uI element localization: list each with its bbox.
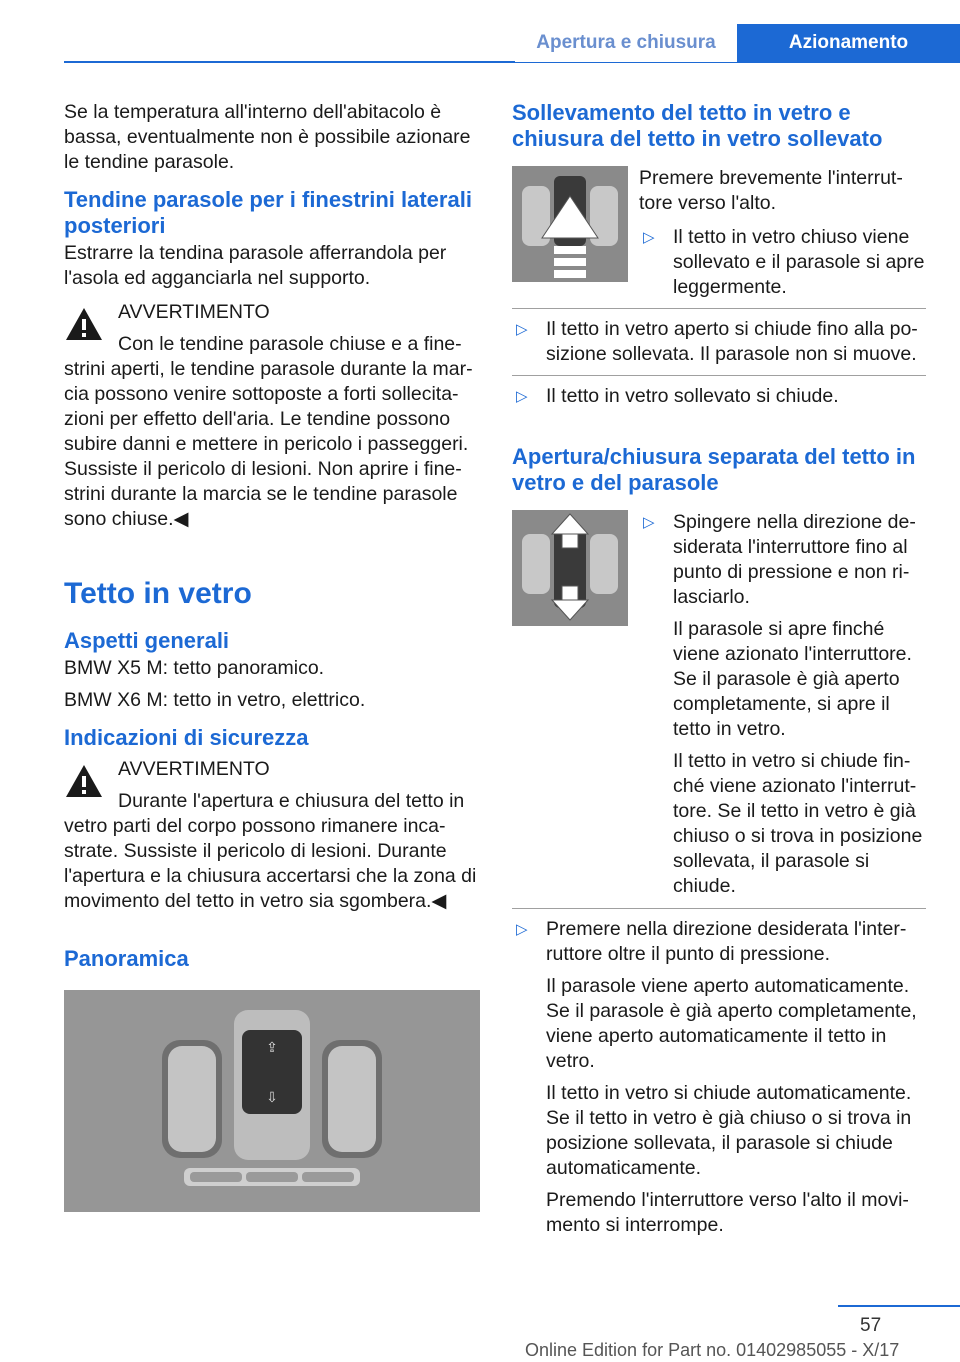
heading-sollevamento: Sollevamento del tetto in vetro e chiusura del tetto in vetro sollevato	[512, 100, 883, 151]
bullet-item	[512, 384, 926, 409]
bullet-item	[639, 510, 926, 610]
bullet-marker: ▷	[516, 321, 528, 338]
bullet-item	[639, 225, 926, 300]
text-premere: Premere brevemente l'interrut- tore verso l'alto.	[639, 167, 903, 214]
fig-body	[639, 166, 926, 300]
intro-text: Se la temperatura all'interno dell'abitacolo è bassa, eventualmente non è possibile azionare le tendine parasole.	[64, 101, 471, 173]
panoramica-image	[64, 990, 480, 1212]
fig-row-sollevamento	[512, 166, 926, 300]
right-column	[512, 100, 926, 1245]
text-x5: BMW X5 M: tetto panoramico.	[64, 657, 325, 679]
bullet-subtext: Il parasole viene aperto automaticamente. Se il parasole è già aperto completamente, viene aperto automaticamente il tetto in vetro.	[546, 975, 917, 1072]
header-section[interactable]: Apertura e chiusura	[515, 24, 737, 62]
footer-rule	[838, 1305, 960, 1307]
heading-panoramica: Panoramica	[64, 946, 189, 971]
svg-text:⇩: ⇩	[266, 1089, 278, 1105]
warning-triangle-icon	[64, 763, 104, 799]
heading-aspetti-generali: Aspetti generali	[64, 628, 230, 653]
switch-updown-image	[512, 510, 628, 626]
fig-row-separata	[512, 510, 926, 906]
bullet-subtext: Il tetto in vetro si chiude fin- ché viene azionato l'interrut- tore. Se il tetto in vetro è già chiuso o si trova in posizione sollevata, il parasole si chiude.	[673, 750, 923, 897]
header-chapter[interactable]: Azionamento	[737, 24, 960, 62]
text-tendine: Estrarre la tendina parasole afferrandola per l'asola ed agganciarla nel supporto.	[64, 242, 447, 289]
bullet-text: Il tetto in vetro sollevato si chiude.	[546, 385, 839, 407]
fig-body	[639, 510, 926, 906]
bullet-text: Premere nella direzione desiderata l'inter- ruttore oltre il punto di pressione.	[546, 918, 907, 965]
heading-separata: Apertura/chiusura separata del tetto in vetro e del parasole	[512, 444, 916, 495]
warning-box-1	[64, 300, 480, 532]
switch-up-image	[512, 166, 628, 282]
warning-text: vetro parti del corpo possono rimanere inca- strate. Sussiste il pericolo di lesioni. Durante l'apertura e la chiusura accertarsi che la zona di movimento del tetto in vetro sia sgombera.◀	[64, 815, 477, 912]
edition-text: Online Edition for Part no. 01402985055 - X/17	[525, 1340, 900, 1360]
page-number: 57	[860, 1315, 882, 1336]
warning-box-2	[64, 757, 480, 914]
warning-line1: Durante l'apertura e chiusura del tetto in	[118, 790, 465, 812]
warning-line1: Con le tendine parasole chiuse e a fine-	[118, 333, 462, 355]
bullet-item	[512, 917, 926, 967]
separator	[512, 308, 926, 309]
bullet-item	[512, 317, 926, 367]
warning-title: AVVERTIMENTO	[118, 758, 270, 780]
heading-sicurezza: Indicazioni di sicurezza	[64, 725, 309, 750]
bullet-marker: ▷	[516, 388, 528, 405]
heading-tendine: Tendine parasole per i finestrini laterali posteriori	[64, 187, 472, 238]
bullet-text: Il tetto in vetro chiuso viene sollevato e il parasole si apre leggermente.	[673, 226, 925, 298]
svg-text:⇪: ⇪	[266, 1039, 278, 1055]
bullet-marker: ▷	[643, 514, 655, 531]
bullet-subtext: Il parasole si apre finché viene azionato l'interruttore. Se il parasole è già aperto completamente, si apre il tetto in vetro.	[673, 618, 912, 740]
warning-title: AVVERTIMENTO	[118, 301, 270, 323]
bullet-text: Spingere nella direzione de- siderata l'interruttore fino al punto di pressione e non ri- lasciarlo.	[673, 511, 916, 608]
bullet-text: Il tetto in vetro aperto si chiude fino alla po- sizione sollevata. Il parasole non si muove.	[546, 318, 918, 365]
bullet-marker: ▷	[516, 921, 528, 938]
left-column	[64, 100, 480, 1212]
bullet-subtext: Il tetto in vetro si chiude automaticamente. Se il tetto in vetro è già chiuso o si trova in posizione sollevata, il parasole si chiude automaticamente.	[546, 1082, 912, 1179]
text-x6: BMW X6 M: tetto in vetro, elettrico.	[64, 689, 366, 711]
warning-text: strini aperti, le tendine parasole durante la mar- cia possono venire sottoposte a forti sollecita- zioni per effetto dell'aria. Le tendine possono subire danni e mettere in pericolo i passeggeri. Sussiste il pericolo di lesioni. Non aprire i fine- strini durante la marcia se le tendine parasole sono chiuse.◀	[64, 358, 473, 530]
bullet-subtext: Premendo l'interruttore verso l'alto il movi- mento si interrompe.	[546, 1189, 909, 1236]
bullet-marker: ▷	[643, 229, 655, 246]
separator	[512, 908, 926, 909]
warning-triangle-icon	[64, 306, 104, 342]
separator	[512, 375, 926, 376]
heading-tetto-in-vetro: Tetto in vetro	[64, 577, 252, 610]
